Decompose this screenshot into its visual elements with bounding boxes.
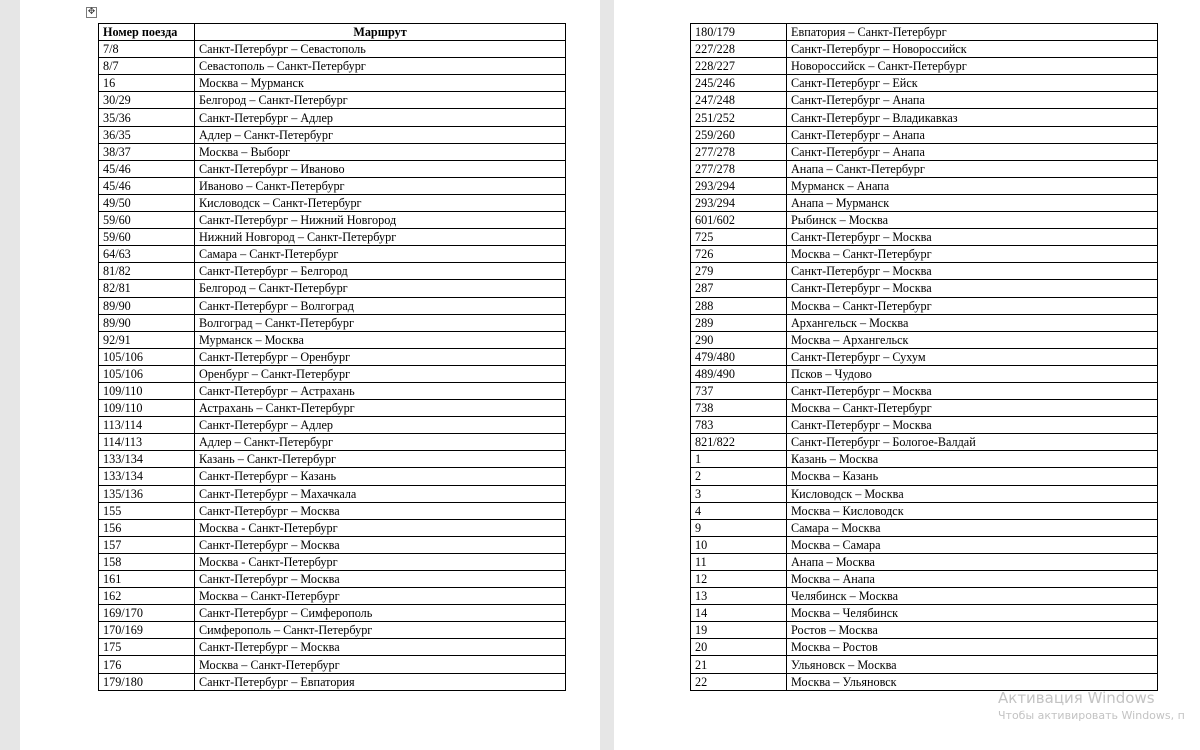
route-cell: Ульяновск – Москва — [787, 656, 1158, 673]
table-row — [691, 229, 1158, 246]
route-cell: Москва – Ростов — [787, 639, 1158, 656]
train-number-cell: 176 — [99, 656, 195, 673]
route-cell: Санкт-Петербург – Анапа — [787, 92, 1158, 109]
route-cell: Оренбург – Санкт-Петербург — [195, 365, 566, 382]
table-row — [99, 348, 566, 365]
train-number-cell: 114/113 — [99, 434, 195, 451]
train-number-cell: 162 — [99, 588, 195, 605]
train-number-cell: 479/480 — [691, 348, 787, 365]
table-row — [691, 553, 1158, 570]
table-row — [99, 246, 566, 263]
train-number-cell: 489/490 — [691, 365, 787, 382]
table-row — [691, 314, 1158, 331]
route-cell: Санкт-Петербург – Иваново — [195, 160, 566, 177]
table-row — [691, 194, 1158, 211]
table-row — [691, 485, 1158, 502]
train-number-cell: 245/246 — [691, 75, 787, 92]
route-cell: Санкт-Петербург – Адлер — [195, 109, 566, 126]
route-cell: Москва – Санкт-Петербург — [787, 400, 1158, 417]
train-number-cell: 251/252 — [691, 109, 787, 126]
table-row — [99, 109, 566, 126]
activation-title: Активация Windows — [998, 689, 1155, 707]
train-number-cell: 9 — [691, 519, 787, 536]
table-row — [99, 331, 566, 348]
train-number-cell: 601/602 — [691, 212, 787, 229]
route-cell: Санкт-Петербург – Астрахань — [195, 382, 566, 399]
train-number-cell: 16 — [99, 75, 195, 92]
route-cell: Мурманск – Анапа — [787, 177, 1158, 194]
route-cell: Адлер – Санкт-Петербург — [195, 434, 566, 451]
route-cell: Санкт-Петербург – Евпатория — [195, 673, 566, 690]
table-row — [691, 434, 1158, 451]
route-cell: Анапа – Москва — [787, 553, 1158, 570]
windows-activation-watermark — [998, 688, 1185, 723]
train-number-cell: 726 — [691, 246, 787, 263]
train-number-cell: 180/179 — [691, 24, 787, 41]
table-row — [691, 331, 1158, 348]
route-cell: Евпатория – Санкт-Петербург — [787, 24, 1158, 41]
route-cell: Новороссийск – Санкт-Петербург — [787, 58, 1158, 75]
route-cell: Санкт-Петербург – Анапа — [787, 126, 1158, 143]
route-cell: Москва – Архангельск — [787, 331, 1158, 348]
table-row — [691, 75, 1158, 92]
table-row — [99, 314, 566, 331]
route-cell: Белгород – Санкт-Петербург — [195, 92, 566, 109]
table-row — [691, 143, 1158, 160]
train-number-cell: 81/82 — [99, 263, 195, 280]
table-row — [691, 297, 1158, 314]
route-cell: Псков – Чудово — [787, 365, 1158, 382]
route-cell: Санкт-Петербург – Москва — [787, 417, 1158, 434]
table-row — [99, 92, 566, 109]
table-row — [691, 622, 1158, 639]
train-number-cell: 21 — [691, 656, 787, 673]
train-number-cell: 3 — [691, 485, 787, 502]
train-number-cell: 109/110 — [99, 382, 195, 399]
table-row — [691, 92, 1158, 109]
route-cell: Москва – Самара — [787, 536, 1158, 553]
table-row — [691, 365, 1158, 382]
route-cell: Волгоград – Санкт-Петербург — [195, 314, 566, 331]
train-number-cell: 38/37 — [99, 143, 195, 160]
route-cell: Севастополь – Санкт-Петербург — [195, 58, 566, 75]
train-number-cell: 20 — [691, 639, 787, 656]
train-number-cell: 113/114 — [99, 417, 195, 434]
route-cell: Санкт-Петербург – Москва — [787, 280, 1158, 297]
train-number-cell: 738 — [691, 400, 787, 417]
table-row — [99, 177, 566, 194]
table-row — [691, 58, 1158, 75]
table-row — [691, 502, 1158, 519]
train-number-cell: 156 — [99, 519, 195, 536]
table-row — [99, 519, 566, 536]
route-cell: Санкт-Петербург – Новороссийск — [787, 41, 1158, 58]
table-row — [99, 229, 566, 246]
route-cell: Казань – Москва — [787, 451, 1158, 468]
table-row — [99, 263, 566, 280]
route-cell: Санкт-Петербург – Оренбург — [195, 348, 566, 365]
route-cell: Белгород – Санкт-Петербург — [195, 280, 566, 297]
train-number-cell: 19 — [691, 622, 787, 639]
route-cell: Санкт-Петербург – Волгоград — [195, 297, 566, 314]
route-cell: Анапа – Санкт-Петербург — [787, 160, 1158, 177]
train-number-cell: 287 — [691, 280, 787, 297]
route-cell: Санкт-Петербург – Москва — [195, 571, 566, 588]
table-row — [99, 451, 566, 468]
document-page-left — [20, 0, 600, 750]
train-number-cell: 105/106 — [99, 348, 195, 365]
train-number-cell: 133/134 — [99, 451, 195, 468]
route-cell: Самара – Москва — [787, 519, 1158, 536]
train-number-cell: 277/278 — [691, 143, 787, 160]
route-cell: Санкт-Петербург – Адлер — [195, 417, 566, 434]
route-cell: Симферополь – Санкт-Петербург — [195, 622, 566, 639]
train-number-cell: 89/90 — [99, 314, 195, 331]
train-number-cell: 22 — [691, 673, 787, 690]
route-cell: Москва – Выборг — [195, 143, 566, 160]
train-number-cell: 30/29 — [99, 92, 195, 109]
table-row — [691, 212, 1158, 229]
route-cell: Санкт-Петербург – Москва — [195, 536, 566, 553]
table-row — [99, 673, 566, 690]
table-row — [691, 519, 1158, 536]
route-cell: Москва – Кисловодск — [787, 502, 1158, 519]
route-cell: Ростов – Москва — [787, 622, 1158, 639]
table-row — [691, 246, 1158, 263]
train-number-cell: 59/60 — [99, 229, 195, 246]
train-number-cell: 259/260 — [691, 126, 787, 143]
table-row — [99, 280, 566, 297]
route-cell: Нижний Новгород – Санкт-Петербург — [195, 229, 566, 246]
table-row — [99, 126, 566, 143]
route-cell: Челябинск – Москва — [787, 588, 1158, 605]
train-number-cell: 49/50 — [99, 194, 195, 211]
train-number-cell: 175 — [99, 639, 195, 656]
table-row — [691, 536, 1158, 553]
train-routes-table — [98, 23, 566, 691]
route-cell: Санкт-Петербург – Москва — [787, 229, 1158, 246]
table-row — [99, 58, 566, 75]
table-row — [691, 605, 1158, 622]
table-row — [99, 194, 566, 211]
table-row — [691, 417, 1158, 434]
table-row — [99, 417, 566, 434]
table-row — [99, 434, 566, 451]
train-number-cell: 169/170 — [99, 605, 195, 622]
route-cell: Санкт-Петербург – Москва — [195, 639, 566, 656]
route-cell: Иваново – Санкт-Петербург — [195, 177, 566, 194]
route-cell: Москва – Челябинск — [787, 605, 1158, 622]
table-row — [99, 553, 566, 570]
train-number-cell: 109/110 — [99, 400, 195, 417]
route-cell: Санкт-Петербург – Сухум — [787, 348, 1158, 365]
train-number-cell: 11 — [691, 553, 787, 570]
route-cell: Санкт-Петербург – Белгород — [195, 263, 566, 280]
route-cell: Архангельск – Москва — [787, 314, 1158, 331]
move-arrows-icon[interactable]: ✥ — [87, 7, 96, 17]
train-number-cell: 737 — [691, 382, 787, 399]
route-cell: Москва – Ульяновск — [787, 673, 1158, 690]
route-cell: Москва – Мурманск — [195, 75, 566, 92]
route-cell: Самара – Санкт-Петербург — [195, 246, 566, 263]
route-cell: Санкт-Петербург – Анапа — [787, 143, 1158, 160]
route-cell: Санкт-Петербург – Казань — [195, 468, 566, 485]
document-page-right — [614, 0, 1200, 750]
route-cell: Анапа – Мурманск — [787, 194, 1158, 211]
route-cell: Санкт-Петербург – Бологое-Валдай — [787, 434, 1158, 451]
train-number-cell: 135/136 — [99, 485, 195, 502]
train-number-cell: 64/63 — [99, 246, 195, 263]
route-cell: Кисловодск – Москва — [787, 485, 1158, 502]
train-number-cell: 725 — [691, 229, 787, 246]
route-cell: Москва – Казань — [787, 468, 1158, 485]
train-number-cell: 14 — [691, 605, 787, 622]
train-number-cell: 279 — [691, 263, 787, 280]
route-cell: Москва - Санкт-Петербург — [195, 519, 566, 536]
route-cell: Санкт-Петербург – Москва — [787, 382, 1158, 399]
table-row — [99, 588, 566, 605]
route-cell: Санкт-Петербург – Нижний Новгород — [195, 212, 566, 229]
table-row — [691, 160, 1158, 177]
table-header-row — [99, 24, 566, 41]
train-number-cell: 1 — [691, 451, 787, 468]
table-row — [691, 588, 1158, 605]
table-body-right — [691, 24, 1158, 691]
table-row — [691, 41, 1158, 58]
table-row — [691, 639, 1158, 656]
table-row — [99, 502, 566, 519]
train-number-cell: 288 — [691, 297, 787, 314]
table-row — [99, 639, 566, 656]
train-number-cell: 157 — [99, 536, 195, 553]
table-row — [99, 212, 566, 229]
table-row — [691, 280, 1158, 297]
route-cell: Адлер – Санкт-Петербург — [195, 126, 566, 143]
route-cell: Санкт-Петербург – Севастополь — [195, 41, 566, 58]
header-route: Маршрут — [195, 24, 566, 41]
train-number-cell: 7/8 — [99, 41, 195, 58]
train-number-cell: 12 — [691, 571, 787, 588]
route-cell: Санкт-Петербург – Москва — [787, 263, 1158, 280]
table-row — [99, 41, 566, 58]
train-number-cell: 82/81 — [99, 280, 195, 297]
table-row — [99, 75, 566, 92]
table-row — [99, 297, 566, 314]
train-number-cell: 8/7 — [99, 58, 195, 75]
train-number-cell: 289 — [691, 314, 787, 331]
table-row — [691, 109, 1158, 126]
table-row — [691, 656, 1158, 673]
route-cell: Санкт-Петербург – Москва — [195, 502, 566, 519]
table-row — [691, 348, 1158, 365]
train-number-cell: 227/228 — [691, 41, 787, 58]
route-cell: Астрахань – Санкт-Петербург — [195, 400, 566, 417]
table-row — [99, 536, 566, 553]
train-number-cell: 155 — [99, 502, 195, 519]
route-cell: Санкт-Петербург – Ейск — [787, 75, 1158, 92]
table-row — [691, 571, 1158, 588]
table-row — [99, 468, 566, 485]
train-number-cell: 290 — [691, 331, 787, 348]
route-cell: Санкт-Петербург – Владикавказ — [787, 109, 1158, 126]
table-row — [99, 605, 566, 622]
train-number-cell: 13 — [691, 588, 787, 605]
route-cell: Казань – Санкт-Петербург — [195, 451, 566, 468]
train-number-cell: 133/134 — [99, 468, 195, 485]
train-number-cell: 4 — [691, 502, 787, 519]
route-cell: Санкт-Петербург – Симферополь — [195, 605, 566, 622]
table-row — [99, 485, 566, 502]
train-number-cell: 293/294 — [691, 177, 787, 194]
train-number-cell: 228/227 — [691, 58, 787, 75]
route-cell: Москва – Санкт-Петербург — [195, 656, 566, 673]
table-row — [691, 468, 1158, 485]
train-number-cell: 105/106 — [99, 365, 195, 382]
table-row — [99, 622, 566, 639]
route-cell: Москва – Санкт-Петербург — [787, 297, 1158, 314]
train-number-cell: 89/90 — [99, 297, 195, 314]
table-row — [99, 382, 566, 399]
train-number-cell: 179/180 — [99, 673, 195, 690]
table-row — [691, 400, 1158, 417]
header-train-number: Номер поезда — [99, 24, 195, 41]
train-number-cell: 2 — [691, 468, 787, 485]
train-number-cell: 35/36 — [99, 109, 195, 126]
route-cell: Москва - Санкт-Петербург — [195, 553, 566, 570]
table-row — [99, 571, 566, 588]
train-number-cell: 277/278 — [691, 160, 787, 177]
train-number-cell: 45/46 — [99, 160, 195, 177]
train-number-cell: 783 — [691, 417, 787, 434]
route-cell: Москва – Санкт-Петербург — [787, 246, 1158, 263]
table-row — [691, 24, 1158, 41]
route-cell: Москва – Анапа — [787, 571, 1158, 588]
route-cell: Мурманск – Москва — [195, 331, 566, 348]
route-cell: Москва – Санкт-Петербург — [195, 588, 566, 605]
table-row — [691, 177, 1158, 194]
table-row — [99, 365, 566, 382]
table-body-left — [99, 41, 566, 691]
train-number-cell: 36/35 — [99, 126, 195, 143]
table-row — [691, 263, 1158, 280]
table-row — [99, 656, 566, 673]
train-number-cell: 92/91 — [99, 331, 195, 348]
train-number-cell: 59/60 — [99, 212, 195, 229]
activation-subtitle: Чтобы активировать Windows, п — [998, 709, 1185, 722]
table-row — [99, 143, 566, 160]
route-cell: Кисловодск – Санкт-Петербург — [195, 194, 566, 211]
route-cell: Санкт-Петербург – Махачкала — [195, 485, 566, 502]
train-number-cell: 161 — [99, 571, 195, 588]
train-number-cell: 821/822 — [691, 434, 787, 451]
train-number-cell: 170/169 — [99, 622, 195, 639]
train-number-cell: 45/46 — [99, 177, 195, 194]
table-row — [691, 451, 1158, 468]
train-routes-table-continued — [690, 23, 1158, 691]
route-cell: Рыбинск – Москва — [787, 212, 1158, 229]
table-row — [99, 160, 566, 177]
table-row — [691, 126, 1158, 143]
train-number-cell: 247/248 — [691, 92, 787, 109]
table-row — [99, 400, 566, 417]
train-number-cell: 10 — [691, 536, 787, 553]
table-row — [691, 382, 1158, 399]
train-number-cell: 158 — [99, 553, 195, 570]
train-number-cell: 293/294 — [691, 194, 787, 211]
